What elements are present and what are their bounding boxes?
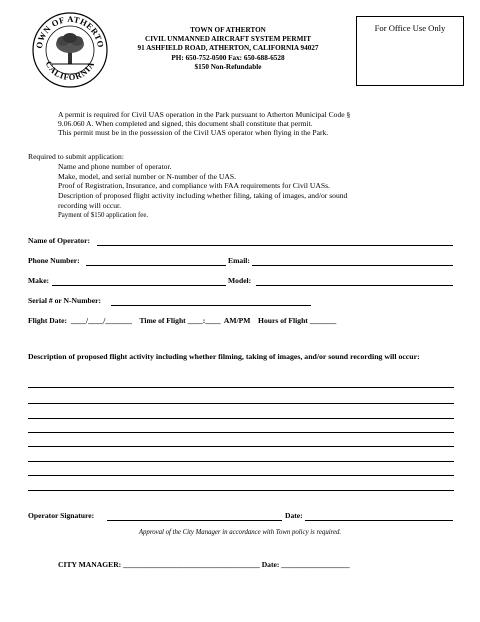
seal-bottom-text: CALIFORNIA xyxy=(43,59,97,83)
make-label: Make: xyxy=(28,276,50,285)
intro-paragraph xyxy=(58,110,428,138)
header-title: CIVIL UNMANNED AIRCRAFT SYSTEM PERMIT xyxy=(145,35,311,44)
header-town: TOWN OF ATHERTON xyxy=(190,26,266,34)
flight-details-line[interactable]: Flight Date: ____/____/_______ Time of Flight ____:____ AM/PM Hours of Flight _______ xyxy=(28,316,337,325)
description-line[interactable] xyxy=(28,403,454,404)
header-fee: $150 Non-Refundable xyxy=(194,62,262,71)
requirement-item: Name and phone number of operator. xyxy=(58,162,172,171)
signature-date-field[interactable] xyxy=(305,520,453,521)
email-field[interactable] xyxy=(252,265,453,266)
office-use-label: For Office Use Only xyxy=(374,23,446,33)
approval-note: Approval of the City Manager in accordance with Town policy is required. xyxy=(138,529,342,536)
description-title: Description of proposed flight activity including whether filming, taking of images, and/or sound recording will occur: xyxy=(28,352,420,361)
office-use-box xyxy=(356,16,464,86)
intro-line: 9.06.060 A. When completed and signed, this document shall constitute that permit. xyxy=(58,119,313,129)
city-manager-line[interactable]: CITY MANAGER: ____________________________________ Date: __________________ xyxy=(58,560,350,569)
requirement-item: recording will occur. xyxy=(58,200,122,210)
header-phone: PH: 650-752-0500 Fax: 650-688-6528 xyxy=(171,53,285,62)
description-line[interactable] xyxy=(28,387,454,388)
requirement-fee: Payment of $150 application fee. xyxy=(58,211,149,219)
model-field[interactable] xyxy=(256,285,453,286)
requirements-title: Required to submit application: xyxy=(28,152,124,161)
signature-date-label: Date: xyxy=(285,511,303,520)
phone-label: Phone Number: xyxy=(28,256,80,265)
description-line[interactable] xyxy=(28,418,454,419)
seal-top-text: OWN OF ATHERTO xyxy=(33,13,107,50)
intro-line: This permit must be in the possession of the Civil UAS operator when flying in the Park. xyxy=(58,128,329,138)
description-line[interactable] xyxy=(28,490,454,491)
description-line[interactable] xyxy=(28,432,454,433)
serial-field[interactable] xyxy=(111,305,311,306)
operator-signature-field[interactable] xyxy=(107,520,282,521)
town-seal xyxy=(30,10,110,90)
name-field[interactable] xyxy=(97,245,453,246)
name-label: Name of Operator: xyxy=(28,236,90,245)
header-address: 91 ASHFIELD ROAD, ATHERTON, CALIFORNIA 94027 xyxy=(137,44,319,53)
intro-line: A permit is required for Civil UAS operation in the Park pursuant to Atherton Municipal Code § xyxy=(58,110,351,119)
phone-field[interactable] xyxy=(86,265,226,266)
requirement-item: Proof of Registration, Insurance, and compliance with FAA requirements for Civil UASs. xyxy=(58,181,330,191)
model-label: Model: xyxy=(228,276,252,285)
requirements-list xyxy=(58,162,428,220)
description-line[interactable] xyxy=(28,475,454,476)
serial-label: Serial # or N-Number: xyxy=(28,296,102,305)
email-label: Email: xyxy=(228,256,250,265)
operator-signature-label: Operator Signature: xyxy=(28,511,95,520)
description-line[interactable] xyxy=(28,461,454,462)
header-block xyxy=(100,26,356,72)
requirement-item: Description of proposed flight activity including whether filing, taking of images, and/or sound xyxy=(58,191,348,201)
requirement-item: Make, model, and serial number or N-number of the UAS. xyxy=(58,171,236,181)
make-field[interactable] xyxy=(52,285,226,286)
description-line[interactable] xyxy=(28,446,454,447)
